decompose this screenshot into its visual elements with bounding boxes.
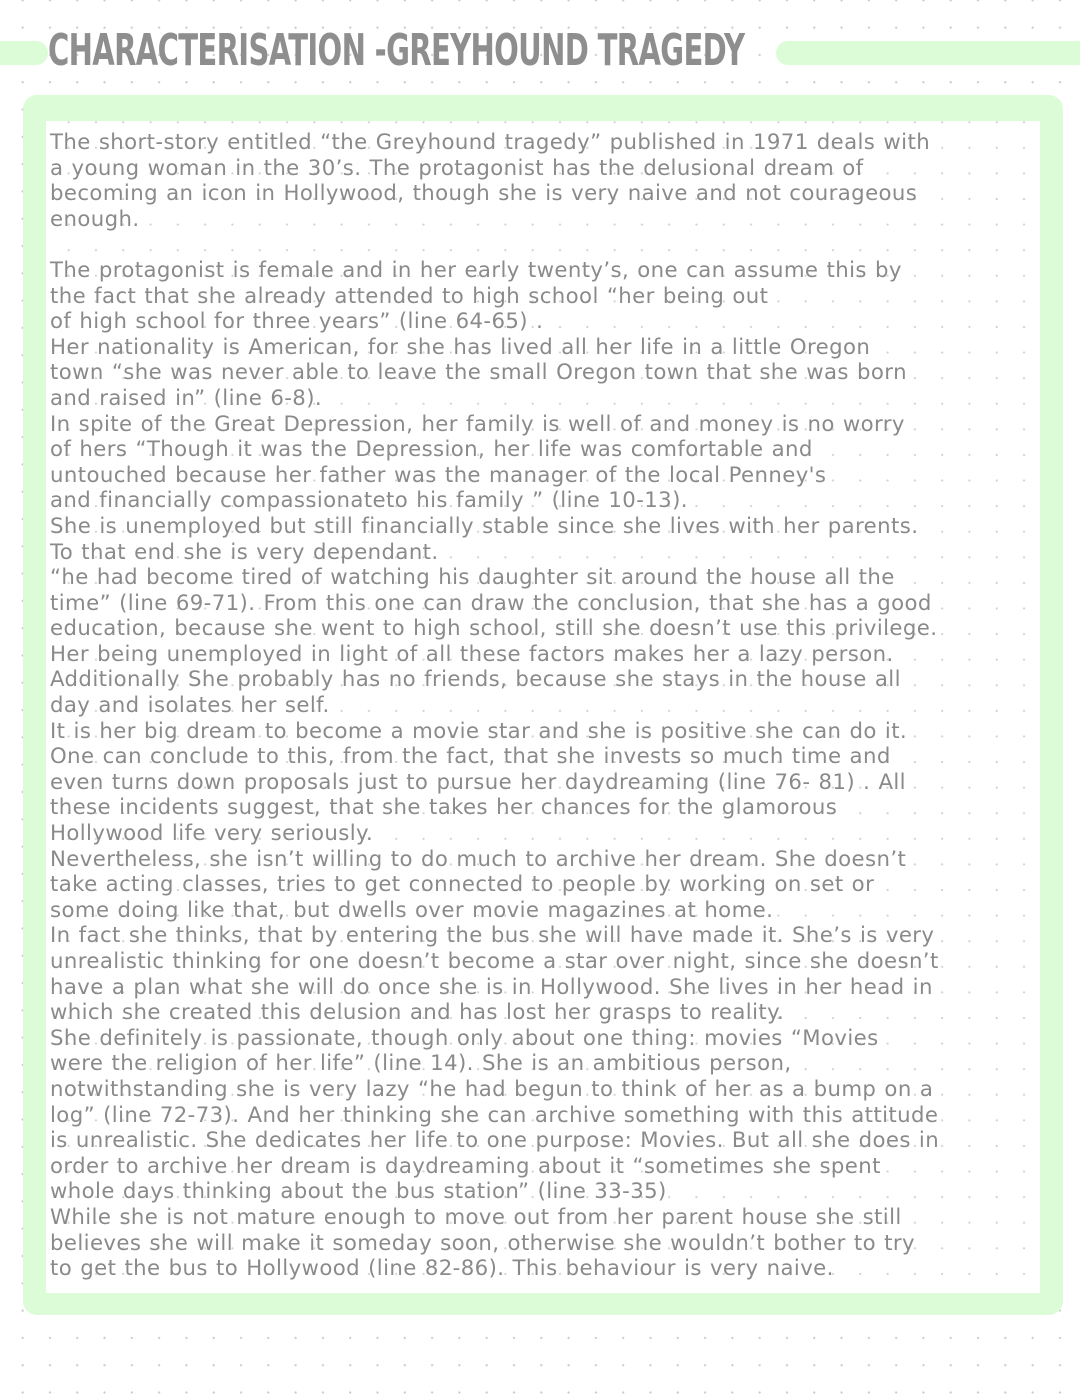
essay-line: the fact that she already attended to high school “her being out	[50, 283, 769, 309]
essay-line: log” (line 72-73). And her thinking she can archive something with this attitude	[50, 1102, 939, 1128]
essay-line: In spite of the Great Depression, her family is well of and money is no worry	[50, 411, 905, 437]
essay-body	[50, 130, 1010, 1282]
essay-line: becoming an icon in Hollywood, though she is very naive and not courageous	[50, 181, 918, 207]
essay-line: day and isolates her self.	[50, 693, 330, 719]
essay-line: It is her big dream to become a movie star and she is positive she can do it.	[50, 718, 908, 744]
essay-line: take acting classes, tries to get connected to people by working on set or	[50, 872, 875, 898]
essay-line: time” (line 69-71). From this one can draw the conclusion, that she has a good	[50, 590, 932, 616]
essay-line: “he had become tired of watching his daughter sit around the house all the	[50, 565, 895, 591]
essay-line: some doing like that, but dwells over movie magazines at home.	[50, 897, 774, 923]
essay-line: is unrealistic. She dedicates her life to one purpose: Movies. But all she does in	[50, 1128, 940, 1154]
essay-line: have a plan what she will do once she is in Hollywood. She lives in her head in	[50, 974, 933, 1000]
essay-line: Her being unemployed in light of all these factors makes her a lazy person.	[50, 641, 894, 667]
essay-line: notwithstanding she is very lazy “he had begun to think of her as a bump on a	[50, 1076, 934, 1102]
essay-line: To that end she is very dependant.	[50, 539, 439, 565]
essay-line: and raised in” (line 6-8).	[50, 385, 323, 411]
paragraph-gap	[50, 232, 1010, 258]
essay-line: Hollywood life very seriously.	[50, 821, 374, 847]
essay-line: of high school for three years” (line 64-65) .	[50, 309, 544, 335]
essay-line: Additionally She probably has no friends, because she stays in the house all	[50, 667, 901, 693]
essay-line: and financially compassionateto his family ” (line 10-13).	[50, 488, 688, 514]
essay-line: untouched because her father was the manager of the local Penney's	[50, 462, 827, 488]
essay-line: whole days thinking about the bus station” (line 33-35)	[50, 1179, 667, 1205]
essay-line: One can conclude to this, from the fact, that she invests so much time and	[50, 744, 891, 770]
essay-line: She is unemployed but still financially stable since she lives with her parents.	[50, 513, 919, 539]
essay-line: Her nationality is American, for she has lived all her life in a little Oregon	[50, 334, 871, 360]
essay-line: these incidents suggest, that she takes her chances for the glamorous	[50, 795, 838, 821]
essay-line: of hers “Though it was the Depression, her life was comfortable and	[50, 437, 813, 463]
title-accent-band-right	[776, 41, 1080, 65]
essay-line: education, because she went to high school, still she doesn’t use this privilege.	[50, 616, 938, 642]
essay-line: to get the bus to Hollywood (line 82-86). This behaviour is very naive.	[50, 1256, 834, 1282]
essay-line: which she created this delusion and has lost her grasps to reality.	[50, 1000, 785, 1026]
essay-line: believes she will make it someday soon, otherwise she wouldn’t bother to try	[50, 1230, 915, 1256]
essay-line: The protagonist is female and in her early twenty’s, one can assume this by	[50, 257, 902, 283]
essay-line: a young woman in the 30’s. The protagonist has the delusional dream of	[50, 155, 864, 181]
essay-line: unrealistic thinking for one doesn’t become a star over night, since she doesn’t	[50, 949, 939, 974]
essay-line: Nevertheless, she isn’t willing to do much to archive her dream. She doesn’t	[50, 846, 907, 872]
essay-line: order to archive her dream is daydreaming about it “sometimes she spent	[50, 1153, 881, 1179]
essay-line: were the religion of her life” (line 14). She is an ambitious person,	[50, 1051, 792, 1077]
essay-line: enough.	[50, 206, 140, 232]
essay-line: While she is not mature enough to move out from her parent house she still	[50, 1204, 902, 1230]
essay-line: town “she was never able to leave the small Oregon town that she was born	[50, 360, 907, 386]
essay-line: She definitely is passionate, though only about one thing: movies “Movies	[50, 1025, 879, 1051]
essay-line: even turns down proposals just to pursue her daydreaming (line 76- 81) . All	[50, 769, 906, 795]
essay-line: The short-story entitled “the Greyhound tragedy” published in 1971 deals with	[50, 130, 931, 155]
title-accent-band-left	[0, 41, 48, 65]
page-title: CHARACTERISATION -GREYHOUND TRAGEDY	[48, 25, 745, 76]
essay-line: In fact she thinks, that by entering the bus she will have made it. She’s is very	[50, 923, 935, 949]
